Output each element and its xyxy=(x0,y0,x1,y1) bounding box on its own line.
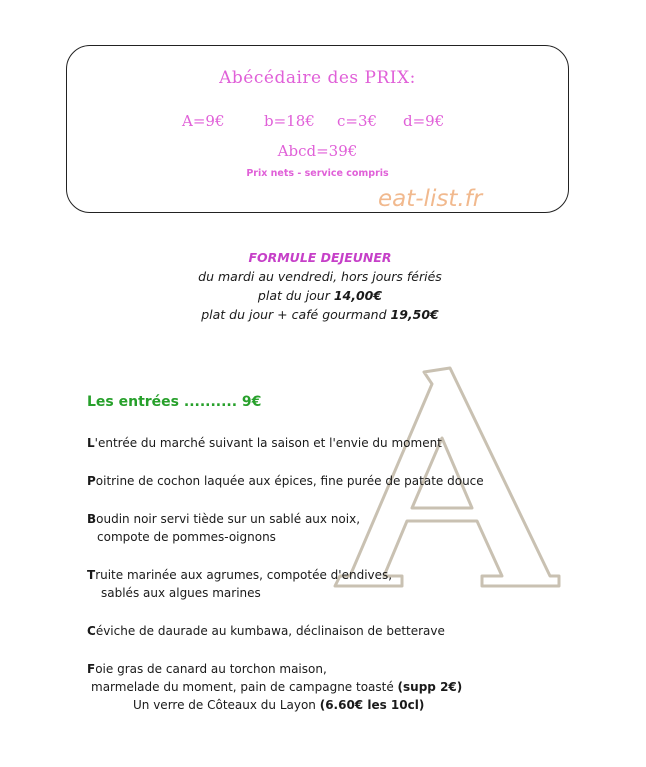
dish-3 xyxy=(87,510,360,546)
price-d: d=9€ xyxy=(403,112,445,130)
formule-title: FORMULE DEJEUNER xyxy=(248,250,392,265)
dish-6-line2-text: marmelade du moment, pain de campagne toasté xyxy=(91,680,398,694)
price-total: Abcd=39€ xyxy=(277,142,358,160)
entrees-title: Les entrées .......... 9€ xyxy=(87,394,262,410)
price-note: Prix nets - service compris xyxy=(246,168,389,179)
dish-5-text: éviche de daurade au kumbawa, déclinaison de betterave xyxy=(95,624,445,638)
dish-1-initial: L xyxy=(87,436,95,450)
formule-subtitle: du mardi au vendredi, hors jours fériés xyxy=(198,269,442,284)
dish-3-line2: compote de pommes-oignons xyxy=(97,530,276,544)
price-box-title: Abécédaire des PRIX: xyxy=(219,68,416,88)
dish-4-text: ruite marinée aux agrumes, compotée d'endives, xyxy=(95,568,393,582)
dish-5 xyxy=(87,622,445,640)
price-c: c=3€ xyxy=(337,112,378,130)
dish-6-line2 xyxy=(87,678,462,696)
dish-3-text: oudin noir servi tiède sur un sablé aux noix, xyxy=(96,512,361,526)
dish-6-line3 xyxy=(87,696,462,714)
price-box xyxy=(66,45,569,213)
formule-line-2-text: plat du jour + café gourmand xyxy=(201,307,391,322)
dish-6-wine-price: (6.60€ les 10cl) xyxy=(319,698,425,712)
formule-line-2-price: 19,50€ xyxy=(390,307,439,322)
dish-2-text: oitrine de cochon laquée aux épices, fine purée de patate douce xyxy=(95,474,484,488)
formule-line-2 xyxy=(150,305,490,324)
dish-4-line2: sablés aux algues marines xyxy=(101,586,261,600)
dish-1-text: 'entrée du marché suivant la saison et l'envie du moment xyxy=(94,436,442,450)
formule-line-1 xyxy=(150,286,490,305)
dish-6-wine: Un verre de Côteaux du Layon xyxy=(133,698,320,712)
dish-6-supplement: (supp 2€) xyxy=(397,680,463,694)
formule-line-1-price: 14,00€ xyxy=(333,288,383,303)
dish-6-initial: F xyxy=(87,662,96,676)
formule-line-1-text: plat du jour xyxy=(257,288,334,303)
watermark: eat-list.fr xyxy=(378,186,483,212)
dish-4 xyxy=(87,566,392,602)
price-a: A=9€ xyxy=(182,112,225,130)
dish-1 xyxy=(87,434,442,452)
price-b: b=18€ xyxy=(264,112,315,130)
dish-3-initial: B xyxy=(87,512,97,526)
dish-2 xyxy=(87,472,484,490)
dish-2-initial: P xyxy=(87,474,96,488)
dish-6 xyxy=(87,660,462,714)
dish-4-initial: T xyxy=(87,568,96,582)
dish-6-text: oie gras de canard au torchon maison, xyxy=(95,662,327,676)
dish-5-initial: C xyxy=(87,624,96,638)
